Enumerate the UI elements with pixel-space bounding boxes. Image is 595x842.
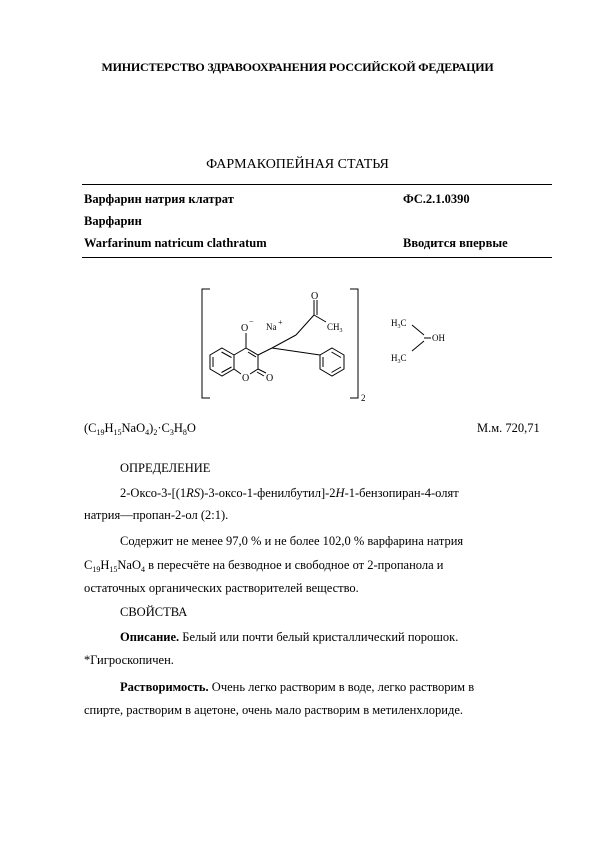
solubility-line-2: спирте, растворим в ацетоне, очень мало растворим в метиленхлориде. [84, 703, 464, 717]
left-bracket [202, 289, 210, 398]
molecular-formula: $(C_{19}H_{15}NaO_4)_2\cdot C_3H_8O$ [84, 421, 196, 437]
propanol-hydroxyl: OH [432, 333, 445, 343]
drug-name-ru: Варфарин натрия клатрат [84, 192, 234, 206]
description-line-1: Описание. Белый или почти белый кристаллический порошок. [120, 630, 459, 644]
ministry-title: МИНИСТЕРСТВО ЗДРАВООХРАНЕНИЯ РОССИЙСКОЙ ФЕДЕРАЦИИ [101, 60, 494, 74]
properties-heading: СВОЙСТВА [120, 605, 188, 619]
content-line-1: Содержит не менее 97,0 % и не более 102,0 % варфарина натрия [120, 534, 464, 548]
molar-mass: М.м. 720,71 [477, 421, 540, 435]
article-code: ФС.2.1.0390 [403, 192, 470, 206]
definition-line-1: 2-Оксо-3-[(1RS)-3-оксо-1-фенилбутил]-2H-1-бензопиран-4-олят [120, 486, 459, 500]
ketone-oxygen-label: O [311, 291, 319, 302]
methyl-label: $CH_3$ [327, 322, 343, 334]
article-title: ФАРМАКОПЕЙНАЯ СТАТЬЯ [206, 157, 389, 172]
content-line-3: остаточных органических растворителей вещество. [84, 581, 359, 595]
propanol-methyl-top: $H_3C$ [391, 318, 407, 330]
carbonyl-oxygen-label: O [266, 373, 274, 384]
sodium-label: Na [266, 322, 277, 332]
solubility-line-1: Растворимость. Очень легко растворим в воде, легко растворим в [120, 680, 475, 694]
ring-oxygen-label: O [242, 373, 250, 384]
drug-name-latin: Warfarinum natricum clathratum [84, 236, 267, 250]
structural-formula [0, 0, 595, 420]
propanol-methyl-bottom: $H_3C$ [391, 353, 407, 365]
content-line-2: $C_{19}H_{15}NaO_4$ в пересчёте на безводное и свободное от 2-пропанола и [84, 558, 444, 574]
definition-line-2: натрия—пропан-2-ол (2:1). [84, 508, 229, 522]
oxido-oxygen-label: O [241, 323, 249, 334]
definition-heading: ОПРЕДЕЛЕНИЕ [120, 461, 211, 475]
sodium-charge: + [278, 318, 283, 327]
drug-short-name: Варфарин [84, 214, 142, 228]
article-status: Вводится впервые [403, 236, 508, 250]
multiplier-label: 2 [361, 393, 366, 403]
description-line-2: *Гигроскопичен. [84, 653, 174, 667]
oxido-charge: − [249, 317, 254, 326]
right-bracket [350, 289, 358, 398]
